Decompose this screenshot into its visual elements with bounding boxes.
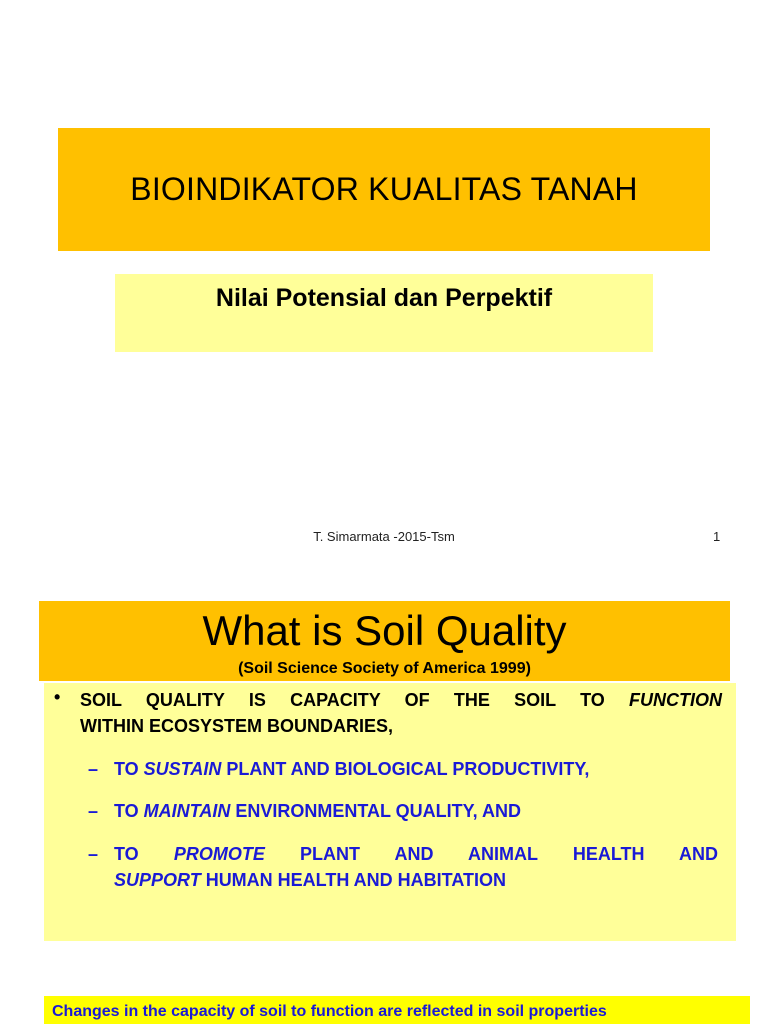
slide2-title: What is Soil Quality [202, 607, 567, 654]
bullet-dot-icon: • [54, 687, 61, 707]
sub-item-sustain [88, 756, 718, 782]
sub-item-rest: ENVIRONMENTAL QUALITY, AND [230, 801, 521, 821]
slide1-subtitle: Nilai Potensial dan Perpektif [215, 284, 553, 312]
sub-item-emphasis2: SUPPORT [114, 870, 201, 890]
slide2-header [39, 601, 730, 681]
sub-item-emphasis: PROMOTE [173, 844, 265, 864]
bottom-note-bar [44, 996, 750, 1024]
sub-item-rest2: HUMAN HEALTH AND HABITATION [200, 870, 506, 890]
main-bullet-part1: SOIL QUALITY IS CAPACITY OF THE SOIL TO [80, 690, 629, 710]
dash-icon: – [88, 759, 99, 779]
slide2-source: (Soil Science Society of America 1999) [238, 660, 531, 677]
main-bullet [54, 687, 722, 739]
slide1-title-box [58, 128, 710, 251]
dash-icon: – [88, 844, 99, 864]
main-bullet-line2: WITHIN ECOSYSTEM BOUNDARIES, [80, 716, 394, 736]
slide1-footer-author: T. Simarmata -2015-Tsm [313, 529, 455, 544]
sub-item-maintain [88, 798, 718, 824]
slide1-subtitle-box [115, 274, 653, 352]
slide1-title: BIOINDIKATOR KUALITAS TANAH [130, 171, 638, 207]
dash-icon: – [88, 801, 99, 821]
sub-item-emphasis: MAINTAIN [143, 801, 231, 821]
main-bullet-emphasis: FUNCTION [629, 690, 722, 710]
bottom-note: Changes in the capacity of soil to function are reflected in soil properties [52, 1003, 607, 1020]
sub-item-prefix: TO [114, 844, 174, 864]
sub-item-rest: PLANT AND ANIMAL HEALTH AND [264, 844, 719, 864]
main-bullet-text [80, 687, 722, 739]
slide1-page-number: 1 [713, 529, 721, 544]
sub-item-prefix: TO [114, 801, 144, 821]
sub-item-line2 [114, 867, 718, 893]
sub-item-rest: PLANT AND BIOLOGICAL PRODUCTIVITY, [221, 759, 590, 779]
sub-item-prefix: TO [114, 759, 144, 779]
sub-item-promote [88, 841, 718, 893]
sub-item-emphasis: SUSTAIN [143, 759, 222, 779]
slide2-body [44, 683, 736, 941]
